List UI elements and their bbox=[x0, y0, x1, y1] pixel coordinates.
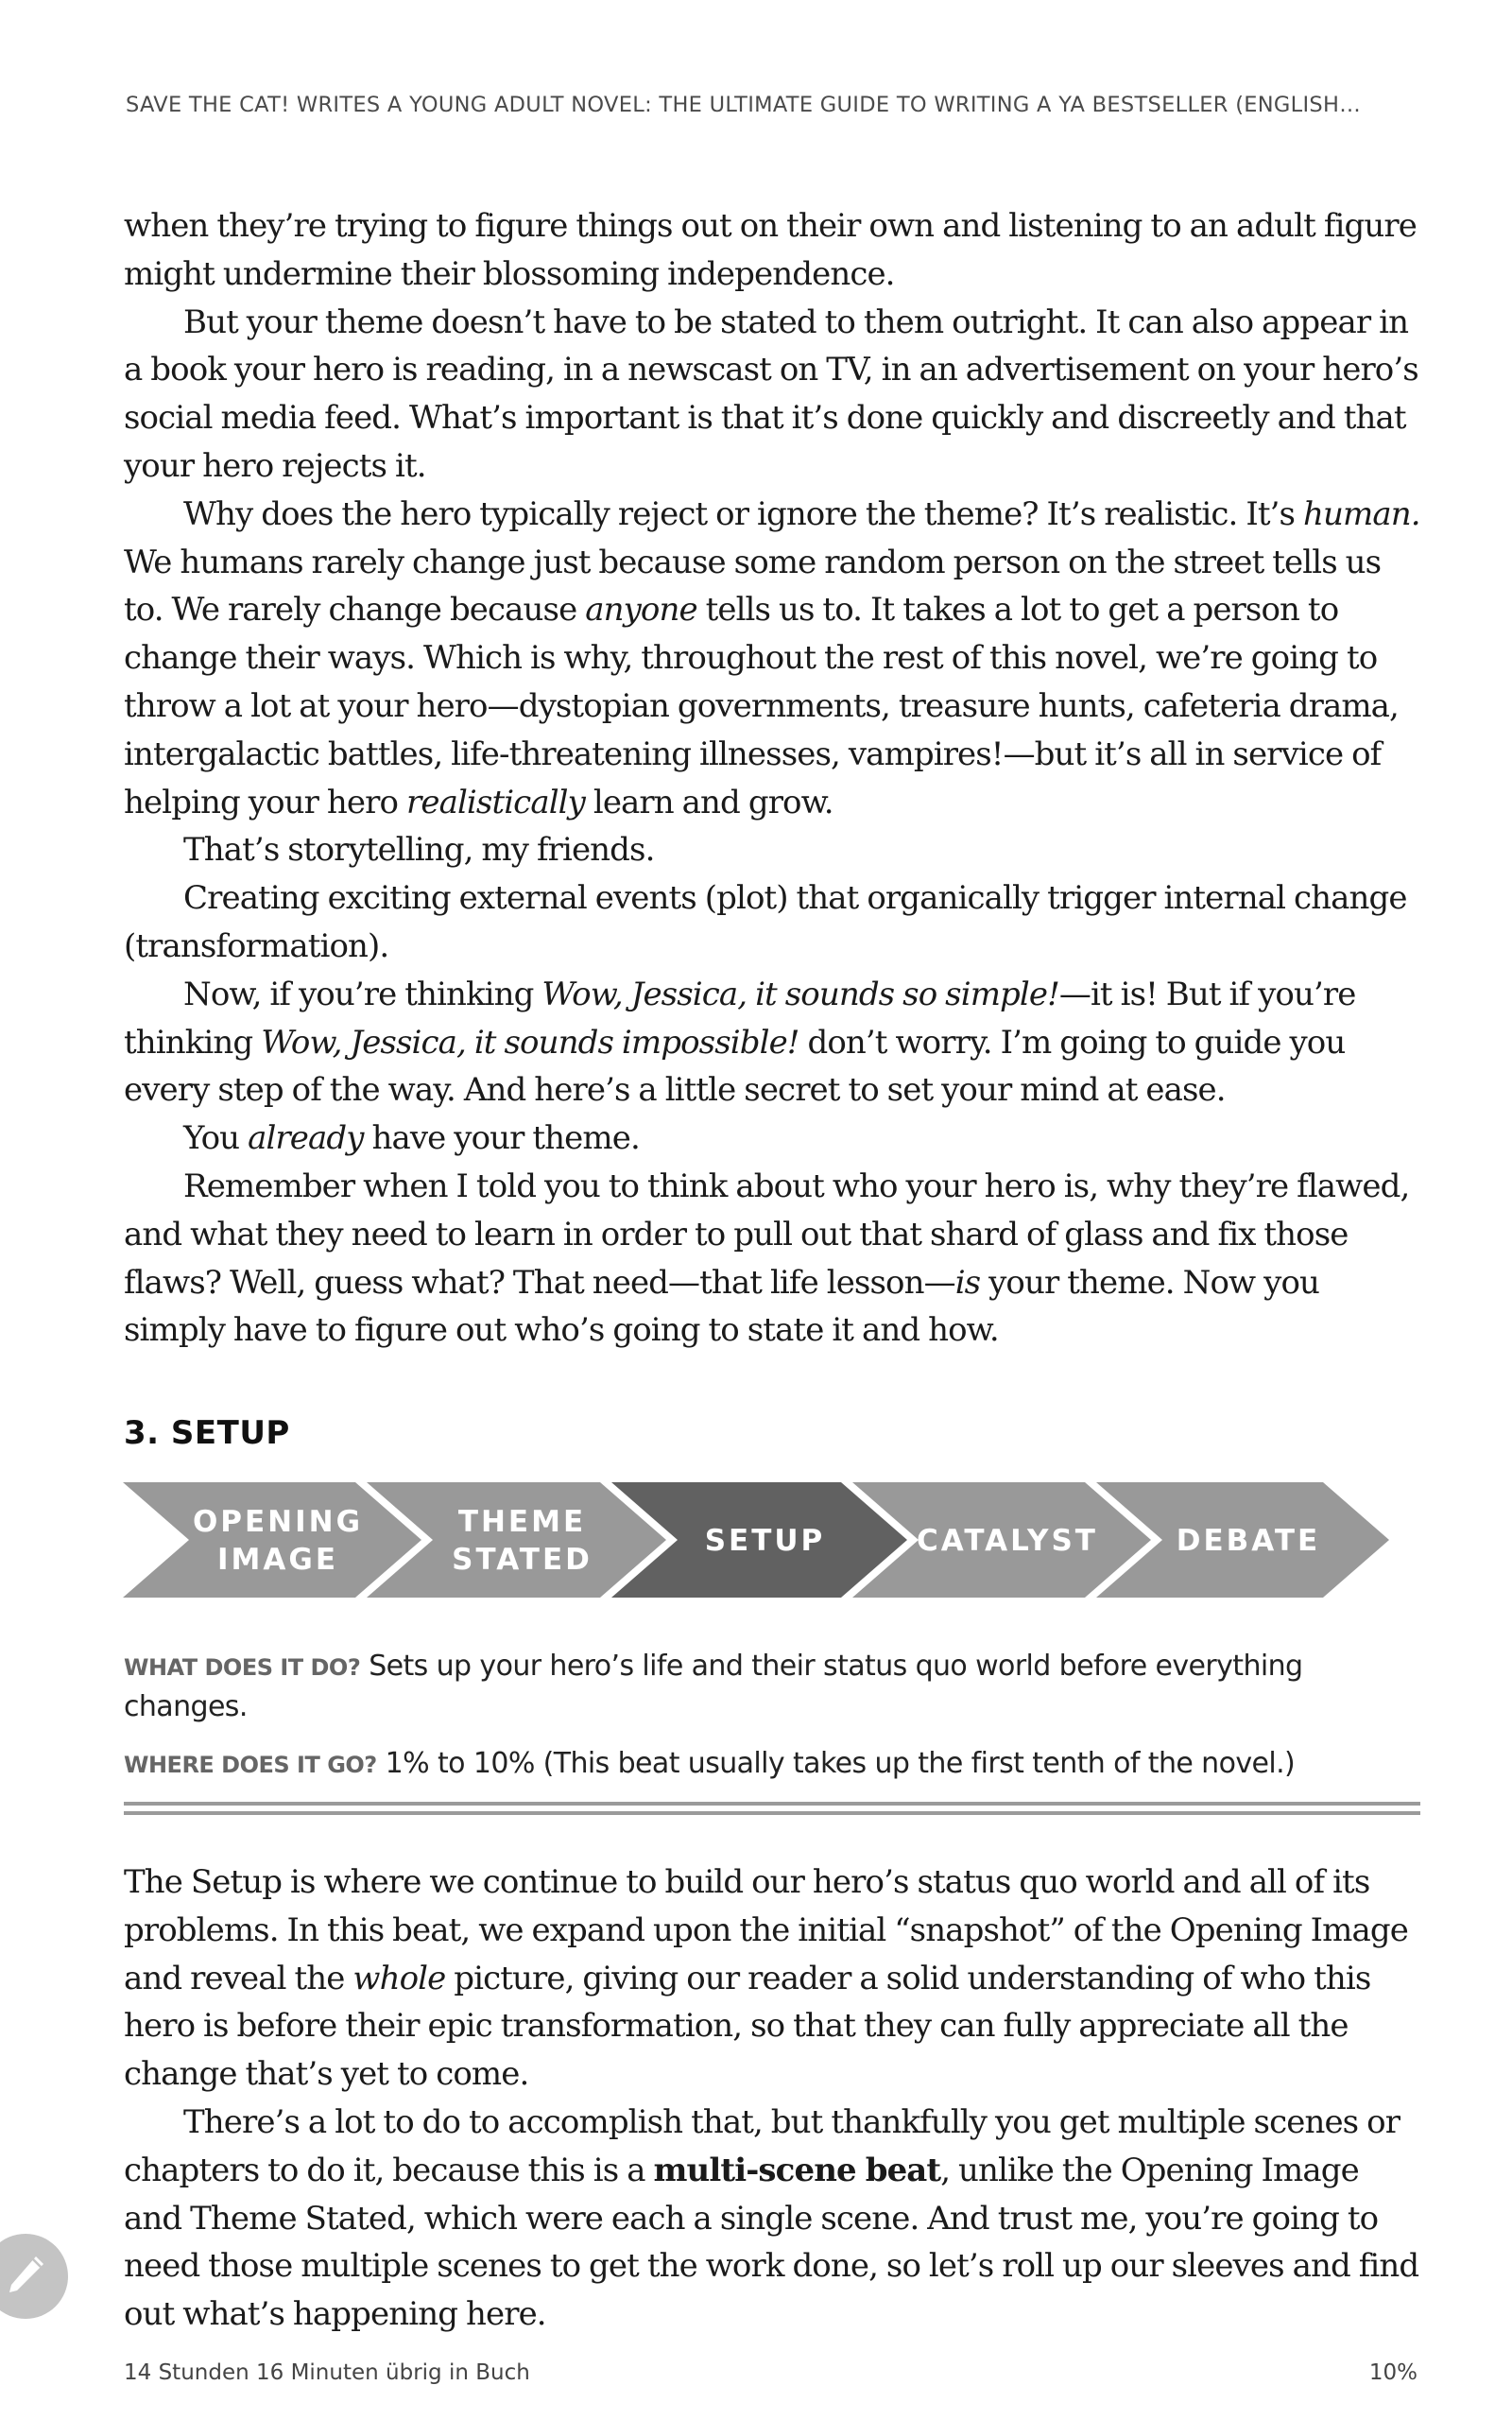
text-run: You bbox=[183, 1119, 249, 1158]
beat-chevron bbox=[123, 1482, 421, 1598]
paragraph bbox=[124, 1115, 1420, 1163]
text-run: But your theme doesn’t have to be stated to them outright. It can also appear in a book your hero is reading, in a newscast on TV, in an advertisement on your hero’s social media feed. What’s important is that it’s done quickly and discreetly and that your hero rejects it. bbox=[124, 302, 1418, 485]
text-run: There’s a lot to do to accomplish that, but thankfully you get multiple scenes or chapters to do it, because this is a bbox=[124, 2102, 1400, 2189]
beat-label: DEBATE bbox=[1176, 1524, 1321, 1558]
italic-text: Wow, Jessica, it sounds so simple! bbox=[541, 975, 1059, 1013]
italic-text: is bbox=[954, 1263, 981, 1302]
beat-label: IMAGE bbox=[217, 1543, 338, 1577]
italic-text: Wow, Jessica, it sounds impossible! bbox=[261, 1023, 799, 1062]
where-text: 1% to 10% (This beat usually takes up the first tenth of the novel.) bbox=[376, 1747, 1296, 1780]
text-run: when they’re trying to figure things out on their own and listening to an adult figure might undermine their blossoming independence. bbox=[124, 207, 1417, 293]
bold-text: multi-scene beat bbox=[653, 2151, 941, 2189]
body-text-before-section bbox=[124, 202, 1420, 1355]
what-label: WHAT DOES IT DO? bbox=[124, 1654, 361, 1681]
paragraph bbox=[124, 826, 1420, 874]
what-does-it-do bbox=[124, 1647, 1420, 1727]
divider-rule-bottom bbox=[124, 1811, 1420, 1815]
italic-text: realistically bbox=[406, 783, 585, 821]
text-run: , unlike the Opening Image and Theme Stated, which were each a single scene. And trust me, you’re going to need those multiple scenes to get the work done, so let’s roll up our sleeves and find out what’s happening here. bbox=[124, 2151, 1419, 2334]
beat-label: CATALYST bbox=[917, 1524, 1098, 1558]
beat-label: THEME bbox=[457, 1505, 587, 1539]
text-run: We humans rarely change just because some random person on the street tells us to. We rarely change because bbox=[124, 543, 1382, 630]
text-run: tells us to. It takes a lot to get a person to change their ways. Which is why, throughout the rest of this novel, we’re going to throw a lot at your hero—dystopian governments, treasure hunts, cafeteria drama, intergalactic battles, life-threatening illnesses, vampires!—but it’s all in service of helping your hero bbox=[124, 591, 1399, 821]
beat-label: STATED bbox=[452, 1543, 593, 1577]
reading-time-left: 14 Stunden 16 Minuten übrig in Buch bbox=[124, 2360, 530, 2385]
body-text-setup-section bbox=[124, 1858, 1420, 2339]
paragraph bbox=[124, 1163, 1420, 1355]
paragraph bbox=[124, 971, 1420, 1115]
paragraph bbox=[124, 2099, 1420, 2339]
annotate-button[interactable] bbox=[0, 2234, 68, 2319]
text-run: have your theme. bbox=[363, 1119, 640, 1158]
beat-label: SETUP bbox=[704, 1524, 826, 1558]
text-run: The Setup is where we continue to build our hero’s status quo world and all of its problems. In this beat, we expand upon the initial “snapshot” of the Opening Image and reveal the bbox=[124, 1863, 1408, 1997]
paragraph bbox=[124, 1858, 1420, 2099]
reading-progress-percent: 10% bbox=[1368, 2360, 1418, 2385]
book-title-header: SAVE THE CAT! WRITES A YOUNG ADULT NOVEL: THE ULTIMATE GUIDE TO WRITING A YA BESTSELLER (ENGLISH… bbox=[126, 93, 1362, 117]
beat-label: OPENING bbox=[192, 1505, 364, 1539]
what-text: Sets up your hero’s life and their status quo world before everything changes. bbox=[124, 1650, 1303, 1723]
section-heading: 3. SETUP bbox=[124, 1414, 290, 1452]
paragraph bbox=[124, 491, 1420, 827]
text-run: don’t worry. I’m going to guide you every step of the way. And here’s a little secret to set your mind at ease. bbox=[124, 1023, 1346, 1110]
text-run: —it is! But if you’re thinking bbox=[124, 975, 1356, 1062]
where-label: WHERE DOES IT GO? bbox=[124, 1752, 377, 1778]
text-run: picture, giving our reader a solid understanding of who this hero is before their epic transformation, so that they can fully appreciate all the change that’s yet to come. bbox=[124, 1959, 1371, 2094]
text-run: Now, if you’re thinking bbox=[183, 975, 542, 1013]
text-run: Remember when I told you to think about who your hero is, why they’re flawed, and what they need to learn in order to pull out that shard of glass and fix those flaws? Well, guess what? That need—that life lesson— bbox=[124, 1167, 1410, 1302]
text-run: Why does the hero typically reject or ignore the theme? It’s realistic. It’s bbox=[183, 494, 1303, 533]
paragraph bbox=[124, 874, 1420, 971]
italic-text: anyone bbox=[585, 591, 697, 630]
where-does-it-go bbox=[124, 1744, 1420, 1785]
italic-text: whole bbox=[352, 1959, 446, 1997]
text-run: learn and grow. bbox=[584, 783, 833, 821]
divider-rule-top bbox=[124, 1802, 1420, 1806]
paragraph bbox=[124, 202, 1420, 299]
paragraph bbox=[124, 299, 1420, 491]
italic-text: human. bbox=[1302, 494, 1420, 533]
text-run: That’s storytelling, my friends. bbox=[183, 831, 655, 870]
text-run: Creating exciting external events (plot) that organically trigger internal change (transformation). bbox=[124, 879, 1407, 965]
italic-text: already bbox=[248, 1119, 364, 1158]
pencil-icon bbox=[2, 2251, 49, 2298]
text-run: your theme. Now you simply have to figure out who’s going to state it and how. bbox=[124, 1263, 1320, 1350]
